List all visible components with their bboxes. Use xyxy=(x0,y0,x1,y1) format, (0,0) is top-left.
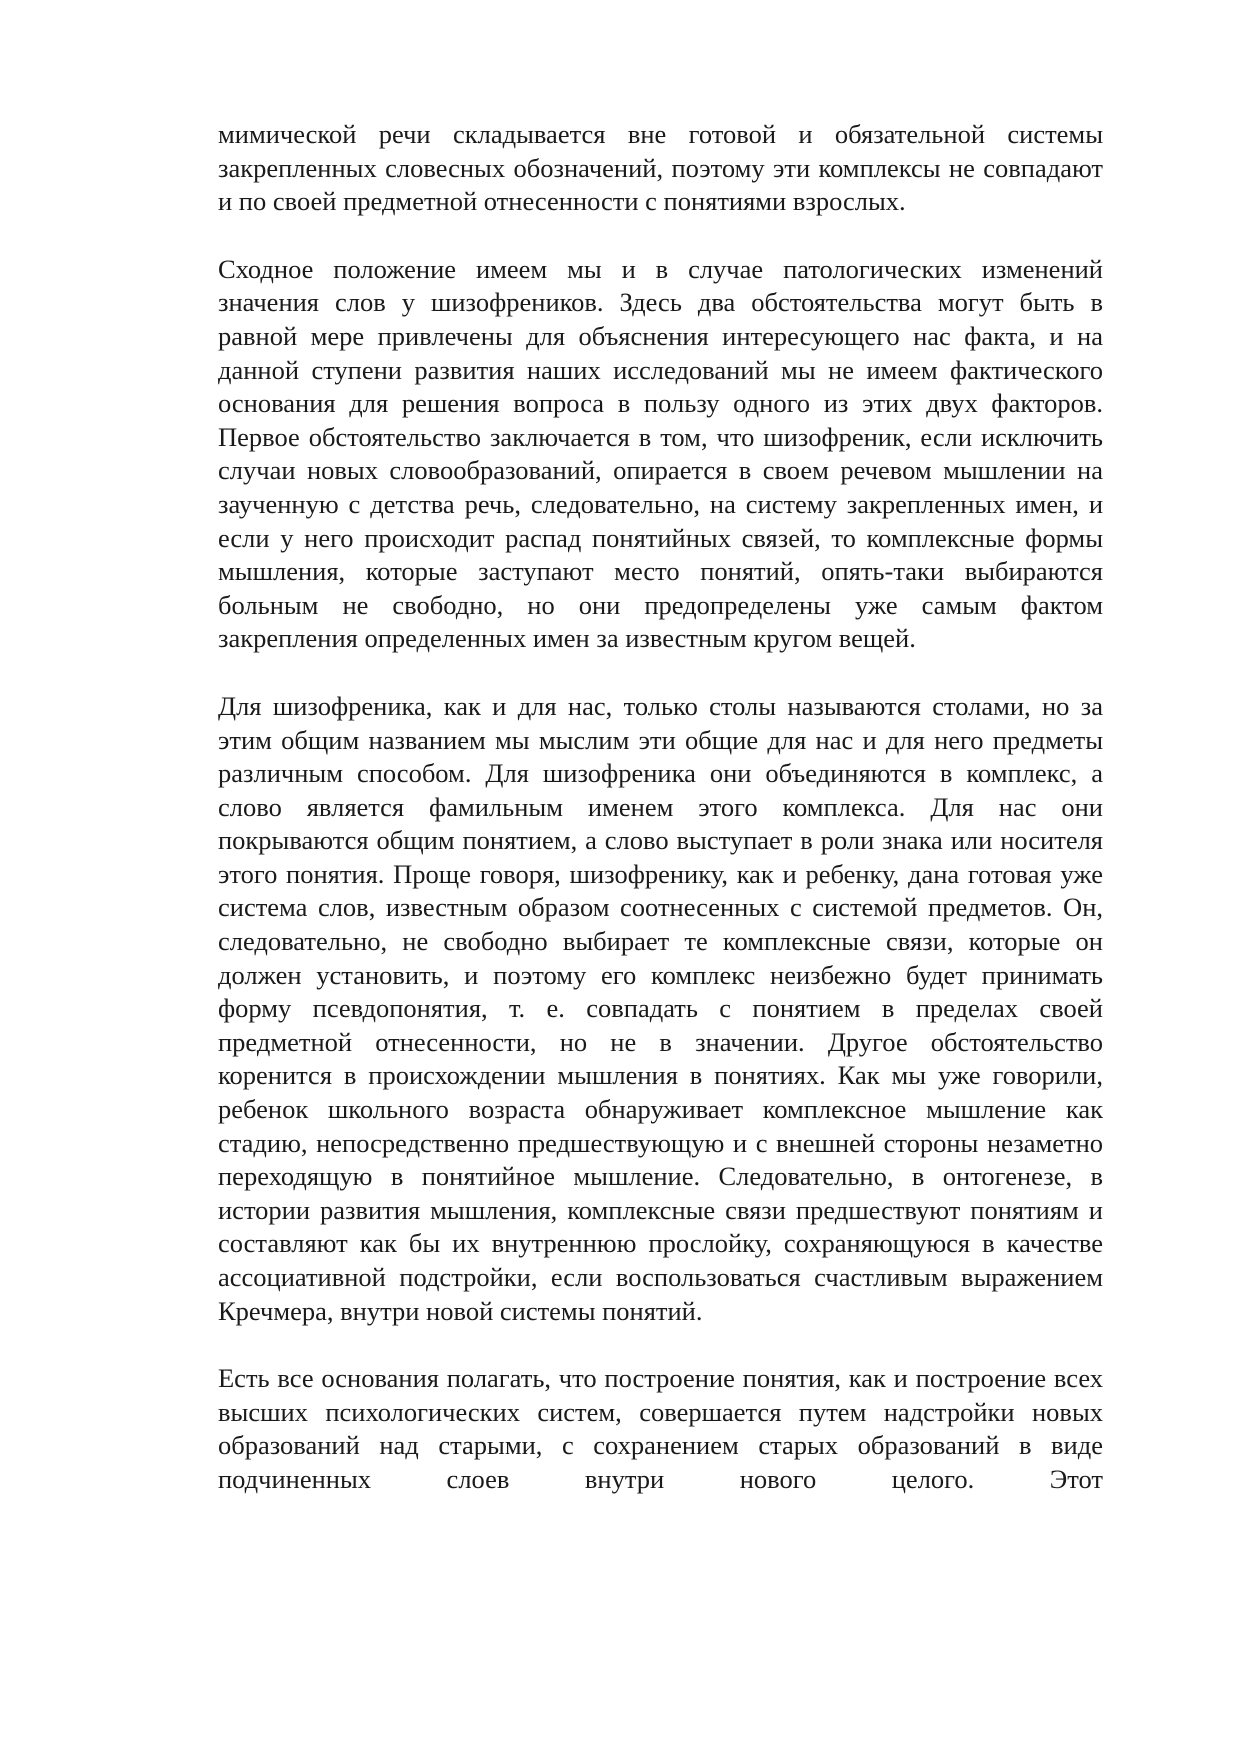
paragraph: Сходное положение имеем мы и в случае патологических изменений значения слов у шизофреников. Здесь два обстоятельства могут быть в равной мере привлечены для объяснения интересующего нас факта, и на данной ступени развития наших исследований мы не имеем фактического основания для решения вопроса в пользу одного из этих двух факторов. Первое обстоятельство заключается в том, что шизофреник, если исключить случаи новых словообразований, опирается в своем речевом мышлении на заученную с детства речь, следовательно, на систему закрепленных имен, и если у него происходит распад понятийных связей, то комплексные формы мышления, которые заступают место понятий, опять-таки выбираются больным не свободно, но они предопределены уже самым фактом закрепления определенных имен за известным кругом вещей. xyxy=(218,253,1103,654)
body-text xyxy=(218,118,1103,1497)
paragraph: Для шизофреника, как и для нас, только столы называются столами, но за этим общим названием мы мыслим эти общие для нас и для него предметы различным способом. Для шизофреника они объединяются в комплекс, а слово является фамильным именем этого комплекса. Для нас они покрываются общим понятием, а слово выступает в роли знака или носителя этого понятия. Проще говоря, шизофренику, как и ребенку, дана готовая уже система слов, известным образом соотнесенных с системой предметов. Он, следовательно, не свободно выбирает те комплексные связи, которые он должен установить, и поэтому его комплекс неизбежно будет принимать форму псевдопонятия, т. е. совпадать с понятием в пределах своей предметной отнесенности, но не в значении. Другое обстоятельство коренится в происхождении мышления в понятиях. Как мы уже говорили, ребенок школьного возраста обнаруживает комплексное мышление как стадию, непосредственно предшествующую и с внешней стороны незаметно переходящую в понятийное мышление. Следовательно, в онтогенезе, в истории развития мышления, комплексные связи предшествуют понятиям и составляют как бы их внутреннюю прослойку, сохраняющуюся в качестве ассоциативной подстройки, если воспользоваться счастливым выражением Кречмера, внутри новой системы понятий. xyxy=(218,690,1103,1326)
paragraph: Есть все основания полагать, что построение понятия, как и построение всех высших психологических систем, совершается путем надстройки новых образований над старыми, с сохранением старых образований в виде подчиненных слоев внутри нового целого. Этот xyxy=(218,1363,1103,1494)
paragraph: мимической речи складывается вне готовой и обязательной системы закрепленных словесных обозначений, поэтому эти комплексы не совпадают и по своей предметной отнесенности с понятиями взрослых. xyxy=(218,119,1103,217)
